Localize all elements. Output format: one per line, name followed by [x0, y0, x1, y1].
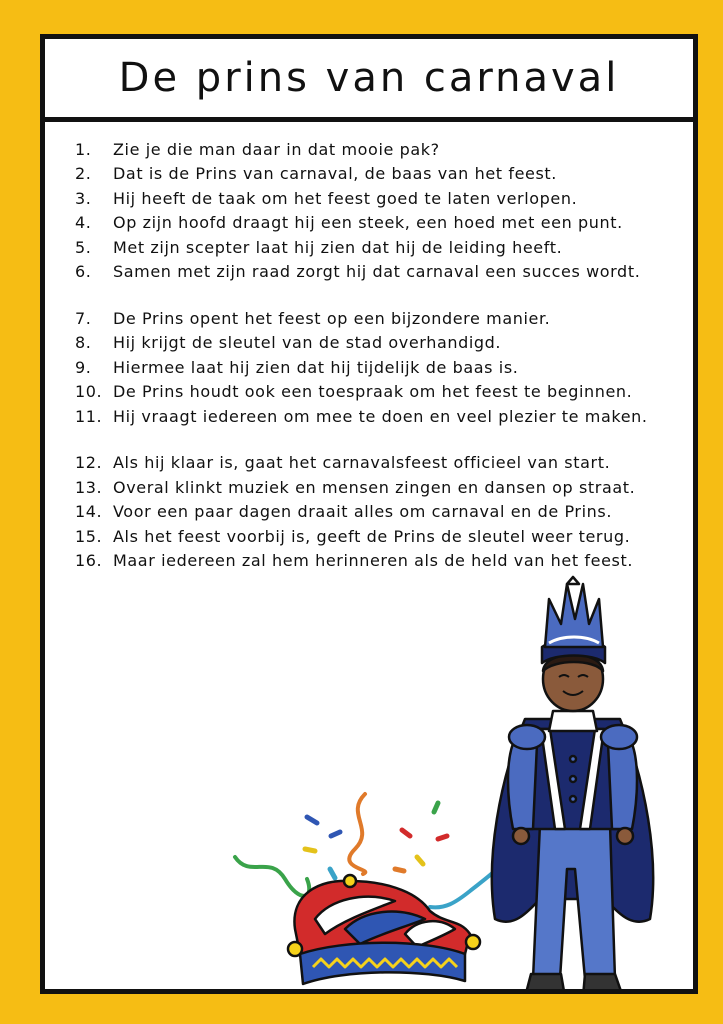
line-number: 12.: [75, 453, 103, 473]
line-text: Hiermee laat hij zien dat hij tijdelijk de baas is.: [113, 357, 519, 377]
line-text: De Prins houdt ook een toespraak om het feest te beginnen.: [113, 382, 633, 402]
line-text: Hij krijgt de sleutel van de stad overhandigd.: [113, 333, 502, 353]
line-number: 15.: [75, 526, 103, 546]
line-text: Hij vraagt iedereen om mee te doen en veel plezier te maken.: [113, 406, 648, 426]
line-number: 14.: [75, 502, 103, 522]
line-number: 10.: [75, 382, 103, 402]
line-text: Voor een paar dagen draait alles om carnaval en de Prins.: [113, 502, 613, 522]
line-number: 13.: [75, 477, 103, 497]
page-title: De prins van carnaval: [118, 55, 620, 101]
line-number: 5.: [75, 237, 92, 257]
line-number: 9.: [75, 357, 92, 377]
illustration-layer: [45, 39, 693, 989]
line-text: Als het feest voorbij is, geeft de Prins de sleutel weer terug.: [113, 526, 631, 546]
jester-hat-illustration: [288, 875, 480, 984]
line-number: 1.: [75, 139, 92, 159]
worksheet: [40, 34, 698, 994]
carnival-prince-illustration: [492, 577, 653, 989]
line-text: Zie je die man daar in dat mooie pak?: [113, 139, 440, 159]
line-text: De Prins opent het feest op een bijzondere manier.: [113, 308, 551, 328]
line-number: 6.: [75, 262, 92, 282]
line-text: Als hij klaar is, gaat het carnavalsfeest officieel van start.: [113, 453, 611, 473]
line-text: Maar iedereen zal hem herinneren als de held van het feest.: [113, 551, 634, 571]
line-number: 8.: [75, 333, 92, 353]
line-text: Op zijn hoofd draagt hij een steek, een hoed met een punt.: [113, 213, 623, 233]
line-number: 3.: [75, 188, 92, 208]
line-number: 11.: [75, 406, 103, 426]
line-number: 2.: [75, 164, 92, 184]
line-text: Hij heeft de taak om het feest goed te laten verlopen.: [113, 188, 578, 208]
line-number: 7.: [75, 308, 92, 328]
line-number: 16.: [75, 551, 103, 571]
line-text: Samen met zijn raad zorgt hij dat carnaval een succes wordt.: [113, 262, 641, 282]
line-text: Overal klinkt muziek en mensen zingen en dansen op straat.: [113, 477, 636, 497]
line-number: 4.: [75, 213, 92, 233]
line-text: Met zijn scepter laat hij zien dat hij de leiding heeft.: [113, 237, 563, 257]
line-text: Dat is de Prins van carnaval, de baas van het feest.: [113, 164, 557, 184]
